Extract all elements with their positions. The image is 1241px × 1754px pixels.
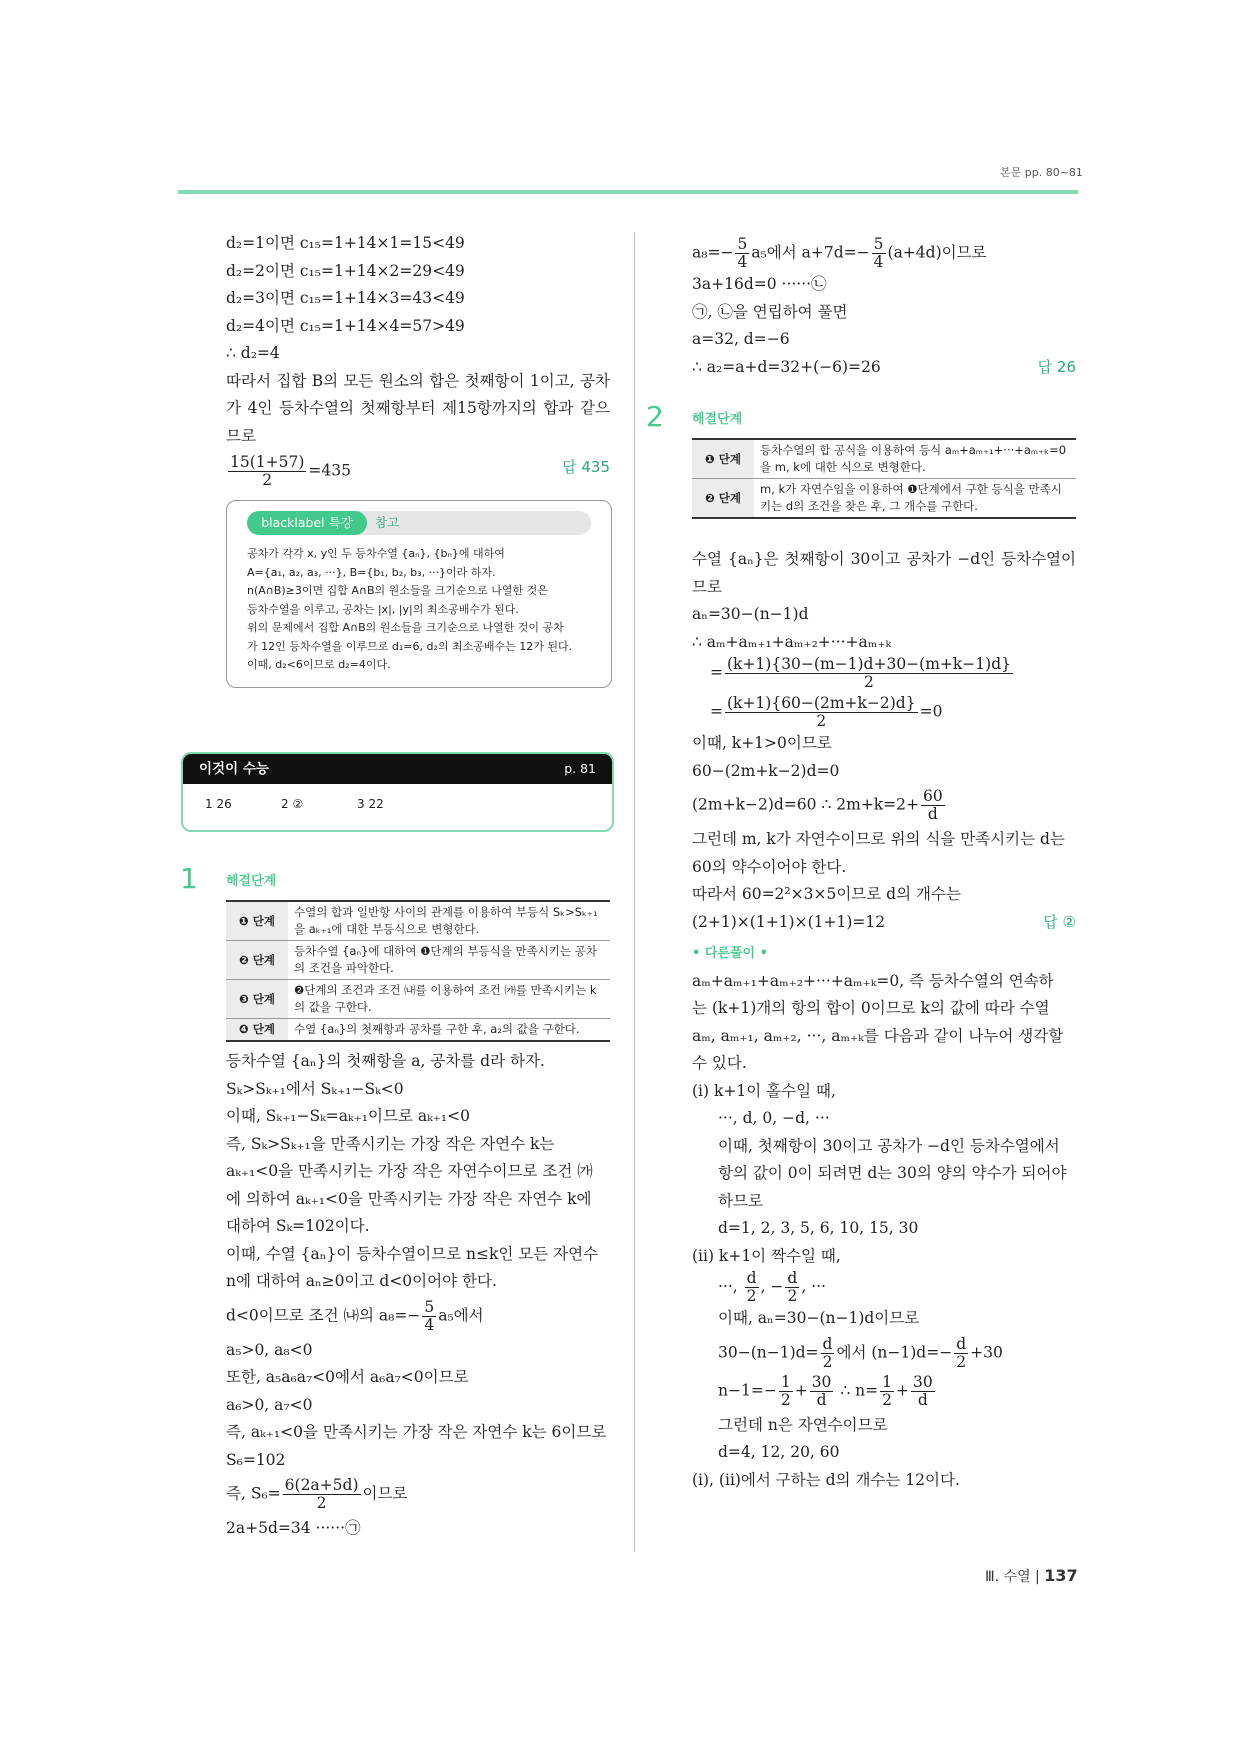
column-divider: [634, 232, 635, 1552]
note-line: 이때, d₂<6이므로 d₂=4이다.: [247, 658, 391, 671]
problem1-solution: [226, 1048, 610, 1543]
text-line: 즉, aₖ₊₁<0을 만족시키는 가장 작은 자연수 k는 6이므로: [226, 1423, 607, 1441]
answer-badge: 답 435: [562, 458, 610, 476]
text-line: 이때, Sₖ₊₁−Sₖ=aₖ₊₁이므로 aₖ₊₁<0: [226, 1107, 470, 1125]
table-row: ❸ 단계 ❷단계의 조건과 조건 ㈏를 이용하여 조건 ㈎를 만족시키는 k의 값을 구한다.: [226, 980, 610, 1019]
text-line: 항의 값이 0이 되려면 d는 30의 양의 약수가 되어야: [718, 1164, 1067, 1182]
text-line: a₆>0, a₇<0: [226, 1395, 313, 1414]
answer-item: 2 ②: [281, 797, 304, 811]
text-line: 60의 약수이어야 한다.: [692, 857, 847, 876]
formula-line: $\frac{15(1+57)}{2}$ =435 답 435: [230, 453, 610, 489]
fraction: $\frac{1}{2}$: [882, 1372, 892, 1409]
text-line: 대하여 Sₖ=102이다.: [226, 1217, 370, 1235]
fraction: $\frac{d}{2}$: [746, 1269, 757, 1305]
text-line: 이때, 수열 {aₙ}이 등차수열이므로 n≤k인 모든 자연수: [226, 1244, 599, 1263]
left-top-solution: [226, 230, 610, 489]
fraction: $\frac{5}{4}$: [424, 1297, 435, 1334]
text-line: ∴ aₘ+aₘ₊₁+aₘ₊₂+···+aₘ₊ₖ: [692, 632, 892, 651]
right-top-solution: [692, 236, 1076, 381]
note-line: 위의 문제에서 집합 A∩B의 원소들을 크기순으로 나열한 것이 공차: [247, 621, 564, 634]
text-line: 이때, aₙ=30−(n−1)d이므로: [718, 1309, 920, 1327]
note-line: A={a₁, a₂, a₃, ···}, B={b₁, b₂, b₃, ···}이라 하자.: [247, 565, 496, 579]
reference-tag: 참고: [375, 515, 400, 530]
text-line: aₖ₊₁<0을 만족시키는 가장 작은 자연수이므로 조건 ㈎: [226, 1162, 593, 1180]
table-row: ❷ 단계 등차수열 {aₙ}에 대하여 ❶단계의 부등식을 만족시키는 공차의 조건을 파악한다.: [226, 941, 610, 980]
formula-line: = $\frac{(k+1)\{60-(2m+k-2)d\}}{2}$ =0: [710, 694, 943, 730]
step-table: [692, 438, 1076, 519]
step-heading: 해결단계: [692, 412, 743, 427]
paragraph: 수열 {aₙ}은 첫째항이 30이고 공차가 −d인 등차수열이므로: [692, 550, 1076, 596]
fraction: $\frac{30}{d}$: [811, 1372, 832, 1409]
text-line: 는 (k+1)개의 항의 합이 0이므로 k의 값에 따라 수열: [692, 999, 1050, 1017]
text-line: 이때, k+1>0이므로: [692, 734, 832, 752]
alternative-solution-heading: • 다른풀이 •: [692, 946, 768, 961]
chapter-label: Ⅲ. 수열 |: [985, 1569, 1040, 1585]
paragraph: 따라서 집합 B의 모든 원소의 합은 첫째항이 1이고, 공차가 4인 등차수열의 첫째항부터 제15항까지의 합과 같으므로: [226, 371, 610, 445]
step-heading: 해결단계: [226, 874, 277, 889]
text-line: 또한, a₅a₆a₇<0에서 a₆a₇<0이므로: [226, 1368, 469, 1386]
text-line: a₅>0, a₈<0: [226, 1340, 313, 1359]
suneung-page: p. 81: [564, 761, 596, 776]
page-footer: [985, 1566, 1078, 1586]
text-line: 그런데 n은 자연수이므로: [718, 1415, 888, 1434]
note-line: 등차수열을 이루고, 공차는 |x|, |y|의 최소공배수가 된다.: [247, 602, 519, 616]
text-line: (ⅰ), (ⅱ)에서 구하는 d의 개수는 12이다.: [692, 1470, 960, 1489]
text-line: 즉, Sₖ>Sₖ₊₁을 만족시키는 가장 작은 자연수 k는: [226, 1134, 555, 1153]
note-body: [247, 545, 597, 675]
text-line: ㉠, ㉡을 연립하여 풀면: [692, 302, 848, 321]
text-line: d=1, 2, 3, 5, 6, 10, 15, 30: [718, 1219, 919, 1237]
fraction: $\frac{(k+1)\{30-(m-1)d+30-(m+k-1)d\}}{2}$: [727, 655, 1011, 691]
text-line: d₂=3이면 c₁₅=1+14×3=43<49: [226, 289, 465, 307]
text-line: 그런데 m, k가 자연수이므로 위의 식을 만족시키는 d는: [692, 830, 1065, 848]
text-line: 하므로: [718, 1191, 763, 1210]
text-line: d=4, 12, 20, 60: [718, 1443, 840, 1461]
page-reference: 본문 pp. 80~81: [1000, 166, 1083, 179]
formula-line: ···, $\frac{d}{2}$ , − $\frac{d}{2}$ , ···: [718, 1269, 826, 1305]
table-row: ❶ 단계 수열의 합과 일반항 사이의 관계를 이용하여 부등식 Sₖ>Sₖ₊₁을 aₖ₊₁에 대한 부등식으로 변형한다.: [226, 901, 610, 941]
text-line: (ⅱ) k+1이 짝수일 때,: [692, 1246, 841, 1265]
table-row: ❹ 단계 수열 {aₙ}의 첫째항과 공차를 구한 후, a₂의 값을 구한다.: [226, 1019, 610, 1042]
fraction: $\frac{1}{2}$: [780, 1372, 791, 1409]
text-line: ···, d, 0, −d, ···: [718, 1109, 830, 1127]
table-row: ❷ 단계 m, k가 자연수임을 이용하여 ❶단계에서 구한 등식을 만족시키는 d의 조건을 찾은 후, 그 개수를 구한다.: [692, 479, 1076, 519]
fraction: $\frac{6(2a+5d)}{2}$: [284, 1476, 359, 1512]
blacklabel-note-box: [226, 500, 612, 688]
text-line: aₘ+aₘ₊₁+aₘ₊₂+···+aₘ₊ₖ=0, 즉 등차수열의 연속하: [692, 971, 1054, 990]
text-line: S₆=102: [226, 1450, 286, 1469]
fraction: $\frac{5}{4}$: [737, 235, 748, 271]
text-line: 에 의하여 aₖ₊₁<0을 만족시키는 가장 작은 자연수 k에: [226, 1189, 592, 1208]
note-line: 가 12인 등차수열을 이루므로 d₁=6, d₂의 최소공배수는 12가 된다.: [247, 639, 573, 653]
fraction: $\frac{d}{2}$: [787, 1269, 798, 1305]
problem-number: 1: [180, 862, 198, 895]
text-line: Sₖ>Sₖ₊₁에서 Sₖ₊₁−Sₖ<0: [226, 1079, 404, 1098]
text-line: (2+1)×(1+1)×(1+1)=12 답 ②: [692, 909, 1076, 937]
answer-badge: 답 ②: [1043, 912, 1076, 931]
text-line: 60−(2m+k−2)d=0: [692, 761, 840, 780]
fraction: $\frac{d}{2}$: [956, 1334, 967, 1371]
text-line: 3a+16d=0 ······㉡: [692, 275, 827, 293]
step-table: [226, 900, 610, 1042]
formula-line: 즉, S₆= $\frac{6(2a+5d)}{2}$ 이므로: [226, 1476, 408, 1512]
answer-list: [183, 784, 612, 824]
text-line: n에 대하여 aₙ≥0이고 d<0이어야 한다.: [226, 1272, 497, 1290]
text-line: 이때, 첫째항이 30이고 공차가 −d인 등차수열에서: [718, 1136, 1060, 1155]
fraction: $\frac{30}{d}$: [912, 1372, 933, 1409]
text-line: ∴ a₂=a+d=32+(−6)=26 답 26: [692, 354, 1076, 382]
table-row: ❶ 단계 등차수열의 합 공식을 이용하여 등식 aₘ+aₘ₊₁+···+aₘ₊ₖ=0을 m, k에 대한 식으로 변형한다.: [692, 439, 1076, 479]
suneung-title: 이것이 수능: [199, 761, 269, 777]
text-line: (ⅰ) k+1이 홀수일 때,: [692, 1081, 836, 1100]
text-line: d₂=2이면 c₁₅=1+14×2=29<49: [226, 261, 465, 280]
formula-line: = $\frac{(k+1)\{30-(m-1)d+30-(m+k-1)d\}}{2}$: [710, 655, 1011, 691]
note-line: n(A∩B)≥3이면 집합 A∩B의 원소들을 크기순으로 나열한 것은: [247, 584, 548, 597]
answer-item: 3 22: [357, 797, 384, 811]
text-line: 수 있다.: [692, 1054, 747, 1072]
text-line: 따라서 60=2²×3×5이므로 d의 개수는: [692, 885, 961, 903]
fraction: $\frac{15(1+57)}{2}$: [230, 453, 305, 489]
note-line: 공차가 각각 x, y인 두 등차수열 {aₙ}, {bₙ}에 대하여: [247, 547, 505, 560]
text-line: aₘ, aₘ₊₁, aₘ₊₂, ···, aₘ₊ₖ를 다음과 같이 나누어 생각할: [692, 1026, 1064, 1045]
blacklabel-tag: blacklabel 특강: [247, 511, 367, 535]
fraction: $\frac{60}{d}$: [923, 787, 943, 823]
formula-line: n−1=− $\frac{1}{2}$ + $\frac{30}{d}$ ∴ n= $\frac{1}{2}$ + $\frac{30}{d}$: [718, 1372, 933, 1409]
fraction: $\frac{(k+1)\{60-(2m+k-2)d\}}{2}$: [727, 694, 916, 730]
formula-line: (2m+k−2)d=60 ∴ 2m+k=2+ $\frac{60}{d}$: [692, 787, 943, 823]
formula-line: d<0이므로 조건 ㈏의 a₈=− $\frac{5}{4}$ a₅에서: [226, 1297, 484, 1334]
problem2-solution: [692, 546, 1076, 1494]
formula-line: 30−(n−1)d= $\frac{d}{2}$ 에서 (n−1)d=− $\frac{d}{2}$ +30: [718, 1334, 1003, 1371]
fraction: $\frac{d}{2}$: [822, 1334, 833, 1371]
text-line: 2a+5d=34 ······㉠: [226, 1519, 361, 1537]
text-line: aₙ=30−(n−1)d: [692, 605, 809, 623]
text-line: d₂=4이면 c₁₅=1+14×4=57>49: [226, 316, 465, 335]
formula-line: a₈=− $\frac{5}{4}$ a₅에서 a+7d=− $\frac{5}{4}$ (a+4d)이므로: [692, 235, 987, 271]
text-line: 등차수열 {aₙ}의 첫째항을 a, 공차를 d라 하자.: [226, 1052, 545, 1070]
text-line: ∴ d₂=4: [226, 344, 280, 362]
fraction: $\frac{5}{4}$: [873, 235, 884, 271]
answer-item: 1 26: [205, 797, 232, 811]
header-rule: [178, 190, 1078, 194]
text-line: d₂=1이면 c₁₅=1+14×1=15<49: [226, 234, 465, 252]
suneung-answer-box: [181, 752, 614, 832]
problem-number: 2: [646, 400, 664, 433]
answer-badge: 답 26: [1037, 357, 1076, 376]
suneung-title-bar: [183, 754, 612, 784]
text-line: a=32, d=−6: [692, 330, 790, 348]
page-number: 137: [1044, 1566, 1078, 1585]
